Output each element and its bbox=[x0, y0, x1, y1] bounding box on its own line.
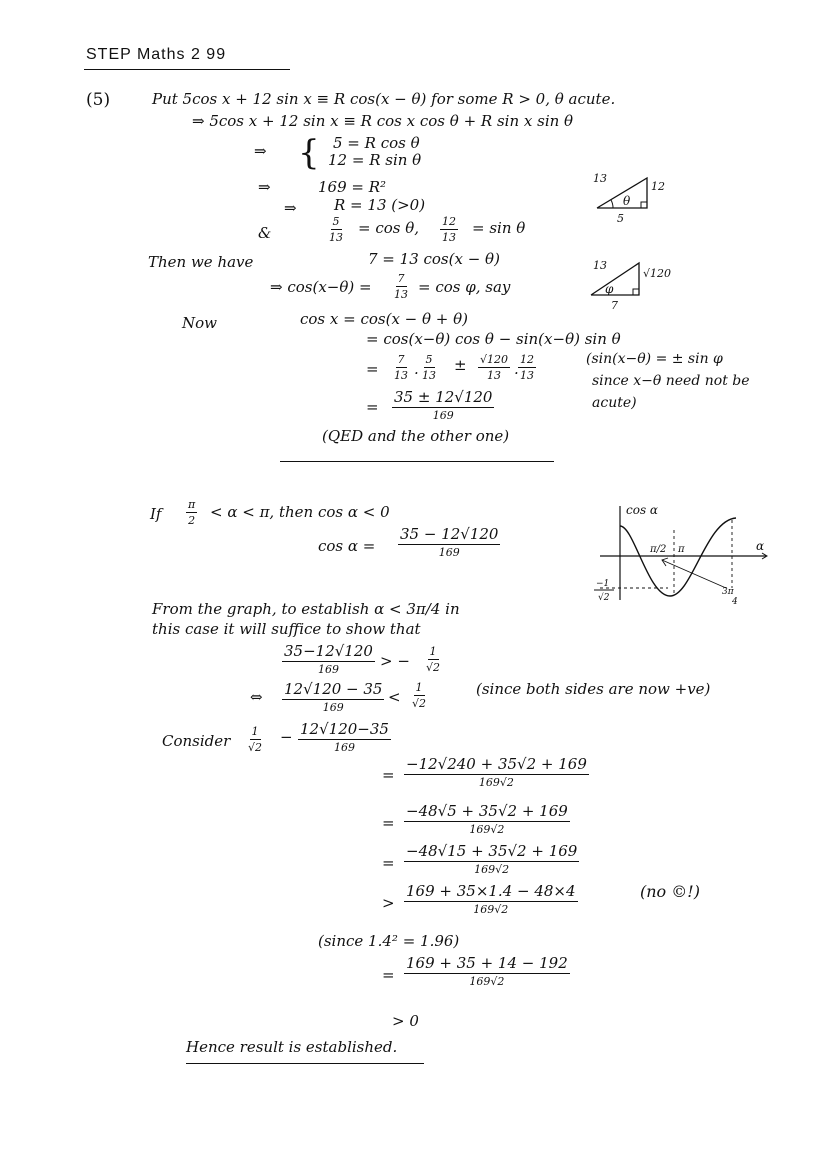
note-line-2: since x−θ need not be bbox=[592, 373, 750, 389]
line-cos-x: cos x = cos(x − θ + θ) bbox=[300, 310, 469, 328]
fraction-step-5: 169 + 35 + 14 − 192 169√2 bbox=[406, 954, 568, 988]
graph-tick-3pi: 3π bbox=[722, 587, 734, 597]
cos-phi-say: = cos φ, say bbox=[418, 278, 511, 296]
triangle1-adj-label: 5 bbox=[617, 212, 624, 225]
since-approx-note: (since 1.4² = 1.96) bbox=[318, 932, 460, 950]
triangle1-angle-label: θ bbox=[623, 194, 631, 208]
graph-tick-pi: π bbox=[678, 544, 685, 555]
implies-arrow: ⇒ bbox=[258, 178, 271, 196]
note-line-3: acute) bbox=[592, 395, 637, 411]
less-than: < bbox=[388, 688, 401, 706]
fraction-5-13: $\frac{5}{13}$ bbox=[329, 215, 343, 244]
line-seven: 7 = 13 cos(x − θ) bbox=[368, 250, 500, 268]
fraction-7-13: $\frac{7}{13}$ bbox=[394, 272, 408, 301]
ampersand: & bbox=[258, 224, 272, 242]
consider-label: Consider bbox=[162, 732, 231, 750]
plus-minus: ± bbox=[454, 356, 467, 374]
fraction-7-13b: $\frac{7}{13}$ bbox=[394, 353, 408, 382]
dot: . bbox=[514, 360, 519, 378]
fraction-12-13: $\frac{12}{13}$ bbox=[442, 215, 456, 244]
graph-tick-pi-over-2: π/2 bbox=[650, 544, 667, 555]
fraction-ineq1: 35−12√120 169 bbox=[284, 642, 373, 676]
implies-arrow: ⇒ bbox=[284, 199, 297, 217]
fraction-cos-alpha: 35 − 12√120 169 bbox=[400, 525, 499, 559]
equals-sign: = bbox=[366, 398, 379, 416]
triangle2-angle-label: φ bbox=[605, 282, 614, 296]
fraction-step-2: −48√5 + 35√2 + 169 169√2 bbox=[406, 802, 568, 836]
triangle1-opp-label: 12 bbox=[651, 180, 665, 193]
final-underline bbox=[186, 1063, 424, 1064]
note-line-1: (sin(x−θ) = ± sin φ bbox=[586, 351, 723, 367]
line-put: Put 5cos x + 12 sin x ≡ R cos(x − θ) for some R > 0, θ acute. bbox=[152, 90, 616, 108]
greater-than-minus: > − bbox=[380, 652, 410, 670]
sin-theta-text: = sin θ bbox=[472, 219, 526, 237]
fraction-cons-1: $\frac{1}{√2}$ bbox=[248, 725, 263, 754]
fraction-step-1: −12√240 + 35√2 + 169 169√2 bbox=[406, 755, 587, 789]
triangle2-opp-label: √120 bbox=[643, 267, 672, 280]
line-r-value: R = 13 (>0) bbox=[334, 196, 426, 214]
fraction-pi-2: $\frac{\pi}{2}$ bbox=[188, 498, 196, 527]
line-12-eq: 12 = R sin θ bbox=[328, 151, 422, 169]
implies-arrow: ⇒ bbox=[254, 142, 267, 160]
line-r-squared: 169 = R² bbox=[318, 178, 387, 196]
iff-arrow: ⇔ bbox=[250, 688, 263, 706]
line-5-eq: 5 = R cos θ bbox=[333, 134, 420, 152]
section-divider bbox=[280, 461, 554, 462]
graph-y-label: cos α bbox=[626, 503, 659, 517]
graph-neg-num: −1 bbox=[596, 579, 610, 589]
dot: . bbox=[414, 360, 419, 378]
now-label: Now bbox=[182, 314, 217, 332]
fraction-ineq2: 12√120 − 35 169 bbox=[284, 680, 383, 714]
cos-alpha-graph bbox=[590, 500, 770, 612]
page-title: STEP Maths 2 99 bbox=[86, 46, 227, 63]
greater-than-zero: > 0 bbox=[392, 1012, 419, 1030]
fraction-step-4: 169 + 35×1.4 − 48×4 169√2 bbox=[406, 882, 576, 916]
minus-sign: − bbox=[280, 728, 293, 746]
question-number: (5) bbox=[86, 90, 111, 110]
equals-sign: = bbox=[382, 966, 395, 984]
graph-x-label: α bbox=[756, 539, 765, 553]
brace: { bbox=[298, 133, 320, 173]
cos-alpha-lead: cos α = bbox=[318, 537, 376, 555]
triangle2-adj-label: 7 bbox=[611, 299, 618, 312]
triangle-phi bbox=[585, 255, 685, 315]
since-positive-note: (since both sides are now +ve) bbox=[476, 680, 711, 698]
fraction-step-3: −48√15 + 35√2 + 169 169√2 bbox=[406, 842, 578, 876]
no-copyright-note: (no ©!) bbox=[640, 882, 700, 901]
equals-sign: = bbox=[382, 854, 395, 872]
fraction-result: 35 ± 12√120 169 bbox=[394, 388, 493, 422]
triangle-theta bbox=[585, 160, 685, 226]
triangle1-hyp-label: 13 bbox=[593, 172, 607, 185]
greater-than-sign: > bbox=[382, 894, 395, 912]
fraction-12-13b: $\frac{12}{13}$ bbox=[520, 353, 534, 382]
graph-neg-den: √2 bbox=[598, 593, 610, 603]
equals-sign: = bbox=[382, 766, 395, 784]
fraction-cons-2: 12√120−35 169 bbox=[300, 720, 389, 754]
equals-sign: = bbox=[382, 814, 395, 832]
fraction-root120-13: $\frac{√120}{13}$ bbox=[480, 353, 509, 382]
fraction-1-root2b: $\frac{1}{√2}$ bbox=[412, 681, 427, 710]
title-underline bbox=[84, 69, 290, 70]
from-graph-line-2: this case it will suffice to show that bbox=[152, 620, 421, 638]
fraction-5-13b: $\frac{5}{13}$ bbox=[422, 353, 436, 382]
cos-theta-text: = cos θ, bbox=[358, 219, 420, 237]
if-label: If bbox=[150, 505, 162, 523]
cos-phi-lead: ⇒ cos(x−θ) = bbox=[270, 278, 372, 296]
line-compound: = cos(x−θ) cos θ − sin(x−θ) sin θ bbox=[366, 330, 621, 348]
fraction-1-root2: $\frac{1}{√2}$ bbox=[426, 645, 441, 674]
if-condition: < α < π, then cos α < 0 bbox=[210, 503, 390, 521]
qed-note: (QED and the other one) bbox=[322, 427, 510, 445]
graph-tick-4: 4 bbox=[732, 597, 738, 607]
then-we-have: Then we have bbox=[148, 253, 254, 271]
triangle2-hyp-label: 13 bbox=[593, 259, 607, 272]
line-expand: ⇒ 5cos x + 12 sin x ≡ R cos x cos θ + R sin x sin θ bbox=[192, 112, 574, 130]
hence-result: Hence result is established. bbox=[186, 1038, 398, 1056]
from-graph-line-1: From the graph, to establish α < 3π/4 in bbox=[152, 600, 460, 618]
equals-sign: = bbox=[366, 360, 379, 378]
